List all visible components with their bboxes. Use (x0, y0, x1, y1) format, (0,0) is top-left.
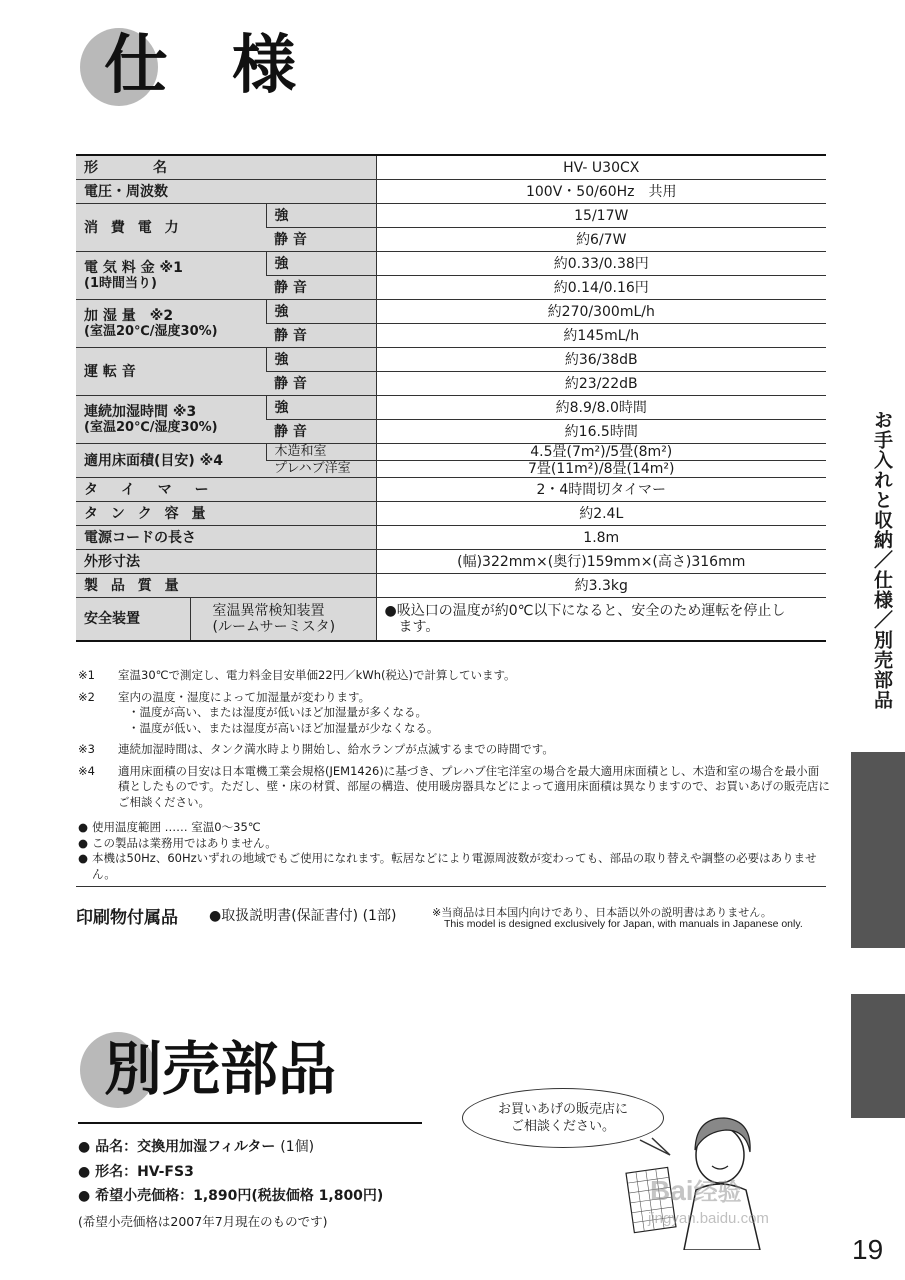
power-quiet-value: 約6/7W (376, 228, 826, 252)
page-number: 19 (852, 1234, 884, 1265)
watermark-url: jingyan.baidu.com (648, 1210, 769, 1227)
footnotes (78, 668, 830, 882)
parts-item-name: ● 品名：交換用加湿フィルター (1個) (78, 1139, 315, 1155)
power-strong-label: 強 (266, 204, 376, 228)
spec-row-tank (76, 502, 826, 526)
continuous-quiet-value: 約16.5時間 (376, 420, 826, 444)
parts-underline (78, 1122, 422, 1124)
spec-row-model (76, 155, 826, 180)
floor-prefab-label: プレハブ洋室 (266, 461, 376, 478)
continuous-label: 連続加湿時間 ※3 (室温20℃/湿度30%) (76, 396, 266, 444)
printed-item: ●取扱説明書(保証書付) (1部) (209, 908, 397, 924)
cost-strong-label: 強 (266, 252, 376, 276)
weight-value: 約3.3kg (376, 574, 826, 598)
bullet-frequency: ● 本機は50Hz、60Hzいずれの地域でもご使用になれます。転居などにより電源周波数が変わっても、部品の取り替えや調整の必要はありません。 (78, 851, 817, 881)
bullet-business: ● この製品は業務用ではありません。 (78, 835, 277, 850)
voltage-value: 100V・50/60Hz 共用 (376, 180, 826, 204)
timer-value: 2・4時間切タイマー (376, 478, 826, 502)
spec-row-timer (76, 478, 826, 502)
humid-label: 加 湿 量 ※2 (室温20℃/湿度30%) (76, 300, 266, 348)
noise-quiet-label: 静 音 (266, 372, 376, 396)
spec-row-safety (76, 598, 826, 642)
side-tab-label: お手入れと収納／仕様／別売部品 (871, 410, 893, 710)
parts-title: 別売部品 (104, 1035, 337, 1103)
cost-quiet-value: 約0.14/0.16円 (376, 276, 826, 300)
dimensions-label: 外形寸法 (76, 550, 376, 574)
model-label: 形 名 (76, 155, 376, 180)
spec-table (76, 154, 826, 642)
cord-value: 1.8m (376, 526, 826, 550)
watermark-brand: Bai经验 (650, 1175, 742, 1206)
humid-quiet-value: 約145mL/h (376, 324, 826, 348)
spec-row-humid-strong (76, 300, 826, 324)
divider-line (76, 886, 826, 887)
spec-row-power-strong (76, 204, 826, 228)
cost-label: 電 気 料 金 ※1 (1時間当り) (76, 252, 266, 300)
timer-label: タ イ マ ー (76, 478, 376, 502)
model-value: HV- U30CX (376, 155, 826, 180)
parts-item-model: ● 形名：HV-FS3 (78, 1164, 194, 1180)
humid-strong-label: 強 (266, 300, 376, 324)
weight-label: 製 品 質 量 (76, 574, 376, 598)
dimensions-value: (幅)322mm×(奥行)159mm×(高さ)316mm (376, 550, 826, 574)
noise-label: 運 転 音 (76, 348, 266, 396)
noise-strong-label: 強 (266, 348, 376, 372)
parts-item-price: ● 希望小売価格：1,890円(税抜価格 1,800円) (78, 1188, 384, 1204)
spec-row-voltage (76, 180, 826, 204)
spec-row-dimensions (76, 550, 826, 574)
printed-en-note: This model is designed exclusively for Japan, with manuals in Japanese only. (444, 918, 803, 930)
spec-row-continuous-strong (76, 396, 826, 420)
page-title: 仕 様 (104, 29, 296, 103)
floor-label: 適用床面積(目安) ※4 (76, 444, 266, 478)
spec-row-noise-strong (76, 348, 826, 372)
side-tab-bar-1 (851, 752, 905, 948)
printed-jp-note: ※当商品は日本国内向けであり、日本語以外の説明書はありません。 (432, 906, 772, 919)
speech-bubble: お買いあげの販売店に ご相談ください。 (462, 1088, 664, 1148)
floor-wood-value: 4.5畳(7m²)/5畳(8m²) (376, 444, 826, 461)
spec-row-weight (76, 574, 826, 598)
speech-tail (640, 1138, 670, 1155)
footnote-2: ※2 室内の温度・湿度によって加湿量が変わります。 ・温度が高い、または湿度が低いほど加湿量が多くなる。 ・温度が低い、または湿度が高いほど加湿量が少なくなる。 (78, 689, 439, 735)
humid-strong-value: 約270/300mL/h (376, 300, 826, 324)
cord-label: 電源コードの長さ (76, 526, 376, 550)
power-quiet-label: 静 音 (266, 228, 376, 252)
continuous-strong-value: 約8.9/8.0時間 (376, 396, 826, 420)
safety-label: 安全装置 (76, 598, 190, 642)
parts-price-note: (希望小売価格は2007年7月現在のものです) (78, 1214, 328, 1229)
humid-quiet-label: 静 音 (266, 324, 376, 348)
floor-wood-label: 木造和室 (266, 444, 376, 461)
tank-label: タ ン ク 容 量 (76, 502, 376, 526)
tank-value: 約2.4L (376, 502, 826, 526)
continuous-quiet-label: 静 音 (266, 420, 376, 444)
spec-row-floor-wood (76, 444, 826, 461)
cost-quiet-label: 静 音 (266, 276, 376, 300)
noise-strong-value: 約36/38dB (376, 348, 826, 372)
spec-row-cord (76, 526, 826, 550)
safety-device: 室温異常検知装置 (ルームサーミスタ) (190, 598, 376, 642)
noise-quiet-value: 約23/22dB (376, 372, 826, 396)
footnote-1: ※1 室温30℃で測定し、電力料金目安単価22円／kWh(税込)で計算しています。 (78, 668, 516, 682)
spec-row-cost-strong (76, 252, 826, 276)
bullet-temp: ● 使用温度範囲 …… 室温0～35℃ (78, 820, 261, 834)
continuous-strong-label: 強 (266, 396, 376, 420)
voltage-label: 電圧・周波数 (76, 180, 376, 204)
cost-strong-value: 約0.33/0.38円 (376, 252, 826, 276)
printed-label: 印刷物付属品 (76, 908, 178, 928)
footnote-4: ※4 適用床面積の目安は日本電機工業会規格(JEM1426)に基づき、プレハブ住宅洋室の場合を最大適用床面積とし、木造和室の場合を最小面積としたものです。ただし、壁・床の材質、部屋の構造、使用暖房器具などによって適用床面積は異なりますので、お買いあげの販売店にご相談ください。 (78, 763, 830, 809)
footnote-3: ※3 連続加湿時間は、タンク満水時より開始し、給水ランプが点滅するまでの時間です。 (78, 742, 554, 756)
safety-value: ●吸込口の温度が約0℃以下になると、安全のため運転を停止し ます。 (376, 598, 826, 642)
power-strong-value: 15/17W (376, 204, 826, 228)
side-tab-bar-2 (851, 994, 905, 1118)
power-label: 消 費 電 力 (76, 204, 266, 252)
floor-prefab-value: 7畳(11m²)/8畳(14m²) (376, 461, 826, 478)
